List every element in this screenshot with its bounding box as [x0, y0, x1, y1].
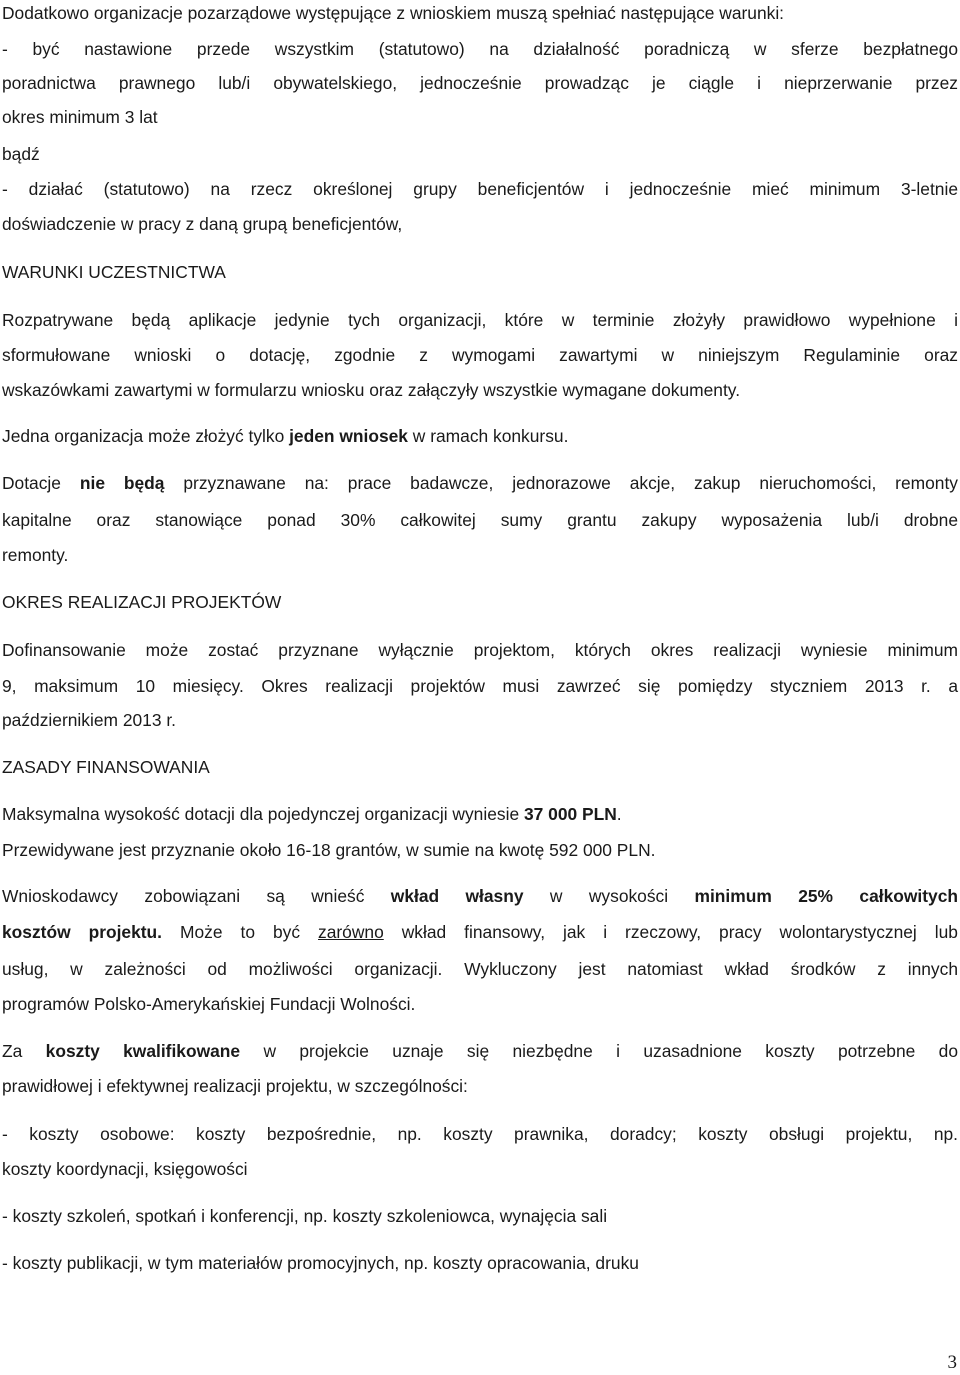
zasady-max-grant: Maksymalna wysokość dotacji dla pojedynczej organizacji wyniesie 37 000 PLN.	[2, 804, 622, 824]
okres-line-1: Dofinansowanie może zostać przyznane wyłącznie projektom, których okres realizacji wyniesie minimum	[2, 640, 958, 660]
section-heading-zasady: ZASADY FINANSOWANIA	[2, 757, 210, 777]
intro-line-3: poradnictwa prawnego lub/i obywatelskiego, jednocześnie prowadząc je ciągle i nieprzerwanie przez	[2, 73, 958, 93]
intro-line-7: doświadczenie w pracy z daną grupą beneficjentów,	[2, 214, 403, 234]
dotacje-line-1: Dotacje nie będą przyznawane na: prace badawcze, jednorazowe akcje, zakup nieruchomości, remonty	[2, 473, 958, 493]
warunki-line-2: sformułowane wnioski o dotację, zgodnie z wymogami zawartymi w niniejszym Regulaminie oraz	[2, 345, 958, 365]
intro-line-1: Dodatkowo organizacje pozarządowe występujące z wnioskiem muszą spełniać następujące warunki:	[2, 3, 785, 23]
koszty-line-2: prawidłowej i efektywnej realizacji projektu, w szczególności:	[2, 1076, 468, 1096]
page-number: 3	[947, 1352, 957, 1373]
wklad-line-1: Wnioskodawcy zobowiązani są wnieść wkład własny w wysokości minimum 25% całkowitych	[2, 886, 958, 906]
okres-line-2: 9, maksimum 10 miesięcy. Okres realizacji projektów musi zawrzeć się pomiędzy styczniem 2013 r. a	[2, 676, 958, 696]
warunki-one-application: Jedna organizacja może złożyć tylko jeden wniosek w ramach konkursu.	[2, 426, 569, 446]
emphasis-max-amount: 37 000 PLN	[523, 804, 617, 824]
intro-line-4: okres minimum 3 lat	[2, 107, 158, 127]
wklad-line-3: usług, w zależności od możliwości organizacji. Wykluczony jest natomiast wkład środków z innych	[2, 959, 958, 979]
warunki-line-1: Rozpatrywane będą aplikacje jedynie tych organizacji, które w terminie złożyły prawidłowo wypełnione i	[2, 310, 958, 330]
intro-line-5: bądź	[2, 144, 40, 164]
wklad-line-2: kosztów projektu. Może to być zarówno wkład finansowy, jak i rzeczowy, pracy wolontarystycznej lub	[2, 922, 958, 942]
intro-line-2: - być nastawione przede wszystkim (statutowo) na działalność poradniczą w sferze bezpłatnego	[2, 39, 958, 59]
wklad-line-4: programów Polsko-Amerykańskiej Fundacji Wolności.	[2, 994, 416, 1014]
underlined-zarowno: zarówno	[318, 922, 384, 942]
koszty-osobowe-line-2: koszty koordynacji, księgowości	[2, 1159, 248, 1179]
emphasis-koszty-kwalifikowane: koszty kwalifikowane	[45, 1041, 241, 1061]
zasady-expected-grants: Przewidywane jest przyznanie około 16-18 grantów, w sumie na kwotę 592 000 PLN.	[2, 840, 656, 860]
koszty-publikacji: - koszty publikacji, w tym materiałów promocyjnych, np. koszty opracowania, druku	[2, 1253, 639, 1273]
emphasis-kosztow-projektu: kosztów projektu.	[2, 922, 163, 942]
dotacje-line-3: remonty.	[2, 545, 69, 565]
okres-line-3: październikiem 2013 r.	[2, 710, 176, 730]
koszty-line-1: Za koszty kwalifikowane w projekcie uznaje się niezbędne i uzasadnione koszty potrzebne do	[2, 1041, 958, 1061]
section-heading-warunki: WARUNKI UCZESTNICTWA	[2, 262, 226, 282]
intro-line-6: - działać (statutowo) na rzecz określonej grupy beneficjentów i jednocześnie mieć minimum 3-letnie	[2, 179, 958, 199]
emphasis-minimum-25: minimum 25% całkowitych	[694, 886, 958, 906]
emphasis-one-application: jeden wniosek	[289, 426, 408, 446]
emphasis-nie-beda: nie będą	[79, 473, 165, 493]
warunki-line-3: wskazówkami zawartymi w formularzu wniosku oraz załączyły wszystkie wymagane dokumenty.	[2, 380, 741, 400]
emphasis-wklad-wlasny: wkład własny	[390, 886, 524, 906]
koszty-osobowe-line-1: - koszty osobowe: koszty bezpośrednie, np. koszty prawnika, doradcy; koszty obsługi projektu, np.	[2, 1124, 958, 1144]
section-heading-okres: OKRES REALIZACJI PROJEKTÓW	[2, 592, 282, 612]
koszty-szkolen: - koszty szkoleń, spotkań i konferencji, np. koszty szkoleniowca, wynajęcia sali	[2, 1206, 608, 1226]
dotacje-line-2: kapitalne oraz stanowiące ponad 30% całkowitej sumy grantu zakupy wyposażenia lub/i drobne	[2, 510, 958, 530]
